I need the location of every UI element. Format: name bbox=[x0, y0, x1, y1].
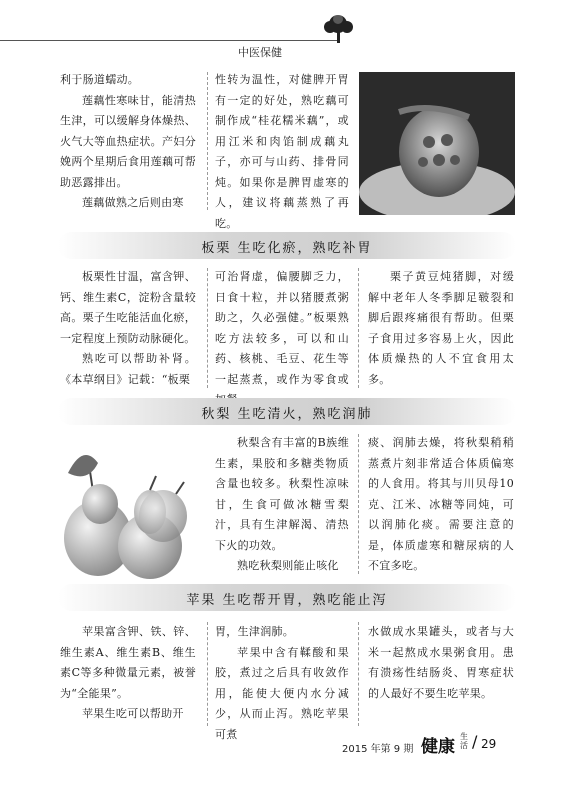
paragraph: 板栗性甘温，富含钾、钙、维生素C，淀粉含量较高。栗子生吃能活血化瘀，一定程度上预防动脉硬化。 bbox=[60, 270, 196, 345]
paragraph: 胃，生津润肺。 bbox=[215, 625, 295, 638]
pear-text-col2 bbox=[215, 433, 349, 577]
apple-text-col3 bbox=[368, 622, 514, 704]
issue-label: 2015 年第 9 期 bbox=[342, 744, 414, 755]
lotus-root-photo bbox=[359, 72, 515, 215]
chestnut-text-col2 bbox=[215, 267, 349, 411]
column-divider bbox=[358, 434, 359, 574]
apple-banner bbox=[58, 584, 516, 611]
pear-banner bbox=[58, 398, 516, 425]
paragraph: 痰、润肺去燥，将秋梨稍稍蒸煮片刻非常适合体质偏寒的人食用。将其与川贝母10克、江米、冰糖等同炖，可以润肺化痰。需要注意的是，体质虚寒和糖尿病的人不宜多吃。 bbox=[368, 436, 514, 572]
paragraph: 熟吃秋梨则能止咳化 bbox=[237, 559, 339, 572]
chestnut-text-col3 bbox=[368, 267, 514, 390]
brand-sub: 生活 bbox=[460, 732, 468, 750]
tree-logo-icon bbox=[322, 14, 356, 44]
chestnut-text-col1 bbox=[60, 267, 196, 390]
section-title: 中医保健 bbox=[238, 46, 282, 59]
paragraph: 可治肾虚，偏腰脚乏力，日食十粒，并以猪腰煮粥助之，久必强健。”板栗熟吃方法较多，可以和山药、核桃、毛豆、花生等一起蒸煮，或作为零食或 bbox=[215, 270, 349, 386]
lotus-text-col1 bbox=[60, 70, 196, 214]
paragraph: 莲藕性寒味甘，能清热生津，可以缓解身体燥热、火气大等血热症状。产妇分娩两个星期后食用莲藕可帮助恶露排出。 bbox=[60, 93, 196, 189]
apple-text-col2 bbox=[215, 622, 349, 745]
column-divider bbox=[207, 622, 208, 726]
paragraph: 熟吃可以帮助补肾。《本草纲目》记载：“板栗 bbox=[60, 352, 196, 386]
paragraph: 水做成水果罐头，或者与大米一起熬成水果粥食用。患有溃疡性结肠炎、胃寒症状的人最好不要生吃苹果。 bbox=[368, 625, 514, 700]
paragraph: 利于肠道蠕动。 bbox=[60, 73, 140, 86]
banner-title: 苹果 生吃帮开胃，熟吃能止泻 bbox=[186, 593, 388, 608]
column-divider bbox=[207, 72, 208, 210]
header-rule bbox=[0, 40, 340, 41]
slash-divider: / bbox=[472, 732, 478, 751]
pear-text-col3 bbox=[368, 433, 514, 577]
paragraph: 苹果中含有鞣酸和果胶，煮过之后具有收敛作用，能使大便内水分减少，从而止泻。熟吃苹果可煮 bbox=[215, 645, 349, 741]
paragraph: 苹果生吃可以帮助开 bbox=[82, 707, 184, 720]
column-divider bbox=[358, 268, 359, 388]
paragraph: 栗子黄豆炖猪脚，对缓解中老年人冬季脚足皲裂和脚后跟疼痛很有帮助。但栗子食用过多容易上火，因此体质燥热的人不宜食用太多。 bbox=[368, 270, 514, 386]
paragraph: 性转为温性，对健脾开胃有一定的好处，熟吃藕可制作成“桂花糯米藕”，或用江米和肉馅制成藕丸子，亦可与山药、排骨同炖。如果你是脾胃虚寒的人，建议将藕蒸熟了再吃。 bbox=[215, 73, 349, 230]
paragraph: 秋梨含有丰富的B族维生素，果胶和多糖类物质含量也较多。秋梨性凉味甘，生食可做冰糖雪梨汁，具有生津解渴、清热下火的功效。 bbox=[215, 436, 349, 552]
paragraph: 莲藕做熟之后则由寒 bbox=[82, 196, 184, 209]
lotus-text-col2 bbox=[215, 70, 349, 234]
banner-title: 板栗 生吃化瘀，熟吃补胃 bbox=[201, 241, 373, 256]
column-divider bbox=[207, 268, 208, 388]
column-divider bbox=[358, 622, 359, 726]
paragraph: 苹果富含钾、铁、锌、维生素A、维生素B、维生素C等多种微量元素，被誉为“全能果”。 bbox=[60, 625, 196, 700]
brand-logo: 健康 bbox=[421, 737, 455, 757]
page-number: 29 bbox=[481, 737, 497, 751]
pear-photo bbox=[58, 438, 198, 580]
chestnut-banner bbox=[58, 232, 516, 259]
apple-text-col1 bbox=[60, 622, 196, 725]
banner-title: 秋梨 生吃清火，熟吃润肺 bbox=[201, 407, 373, 422]
